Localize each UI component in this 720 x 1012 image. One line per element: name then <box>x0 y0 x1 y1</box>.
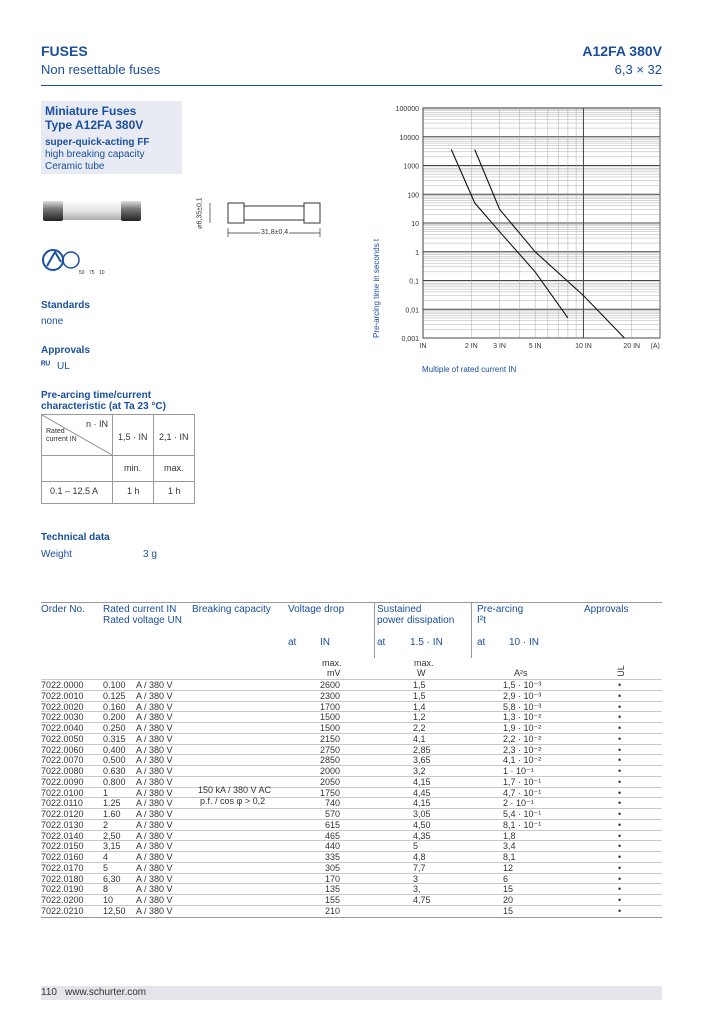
power-cell: 4,15 <box>413 776 431 787</box>
unit-ul: UL <box>615 665 626 677</box>
order-number-cell: 7022.0180 <box>41 873 84 884</box>
rated-current-cell: 3,15 <box>103 841 121 852</box>
order-number-cell: 7022.0210 <box>41 905 84 916</box>
ul-mark-icon: ᴿᵁ <box>41 360 50 371</box>
approvals-title: Approvals <box>41 345 90 356</box>
x-tick-label: 5 IN <box>528 343 542 350</box>
i2t-cell: 5,8 · 10⁻³ <box>503 701 542 712</box>
header-divider <box>41 85 662 86</box>
i2t-cell: 4,1 · 10⁻² <box>503 755 542 766</box>
rated-current-cell: 2 <box>103 819 109 830</box>
y-tick-label: 0,001 <box>401 336 419 343</box>
col-order: Order No. <box>41 604 85 615</box>
dimension-drawing <box>198 193 328 243</box>
voltage-drop-cell: 2000 <box>319 766 340 776</box>
rated-current-cell: 6,30 <box>103 873 121 884</box>
weight-label: Weight <box>41 549 72 560</box>
rated-current-cell: 12,50 <box>103 905 126 916</box>
rated-voltage-cell: A / 380 V <box>136 862 173 873</box>
product-title-line1: Miniature Fuses <box>45 104 137 118</box>
y-tick-label: 0,01 <box>405 307 419 315</box>
voltage-drop-cell: 2300 <box>319 690 340 701</box>
voltage-drop-cell: 570 <box>324 809 340 819</box>
order-number-cell: 7022.0110 <box>41 798 83 809</box>
ul-cell: • <box>618 712 622 723</box>
rated-current-cell: 0.500 <box>103 755 126 766</box>
voltage-drop-cell: 440 <box>324 841 340 852</box>
unit-max: max. <box>322 658 342 668</box>
order-number-cell: 7022.0130 <box>41 819 84 830</box>
rated-voltage-cell: A / 380 V <box>136 755 173 766</box>
page-footer <box>41 986 662 1000</box>
svg-text:75: 75 <box>89 270 95 276</box>
order-number-cell: 7022.0150 <box>41 841 84 852</box>
power-cell: 7,7 <box>413 862 426 873</box>
rated-current-cell: 1 <box>103 787 109 798</box>
power-cell: 3, <box>413 884 421 895</box>
voltage-drop-cell: 615 <box>324 819 340 830</box>
power-cell: 1,5 <box>413 690 426 701</box>
power-cell: 4,50 <box>413 819 431 830</box>
fuse-photo <box>41 199 143 223</box>
unit-max: max. <box>414 658 434 668</box>
y-tick-label: 10 <box>411 221 419 228</box>
rated-voltage-cell: A / 380 V <box>136 787 173 798</box>
order-number-cell: 7022.0060 <box>41 744 84 755</box>
i2t-cell: 20 <box>503 895 514 905</box>
fuse-photo-graphic <box>41 199 143 223</box>
cond-at: at <box>377 637 386 648</box>
ul-cell: • <box>618 905 622 916</box>
ul-cell: • <box>618 798 622 809</box>
power-cell: 4,8 <box>413 852 426 862</box>
i2t-cell: 2,9 · 10⁻³ <box>503 690 542 701</box>
col-breaking: Breaking capacity <box>192 604 271 615</box>
ul-cell: • <box>618 680 622 690</box>
ul-cell: • <box>618 862 622 873</box>
ul-cell: • <box>618 884 622 895</box>
rated-voltage-cell: A / 380 V <box>136 819 173 830</box>
ul-cell: • <box>618 787 622 798</box>
unit-mv: mV <box>327 668 341 678</box>
order-number-cell: 7022.0040 <box>41 723 84 733</box>
rated-voltage-cell: A / 380 V <box>136 776 173 787</box>
chart-svg <box>370 98 670 388</box>
i2t-cell: 1,3 · 10⁻² <box>503 712 542 723</box>
col-approvals: Approvals <box>584 604 629 615</box>
i2t-cell: 2,2 · 10⁻² <box>503 733 542 744</box>
cond-power: 1.5 · IN <box>410 637 443 648</box>
power-cell: 3,05 <box>413 809 431 819</box>
ul-cell: • <box>618 690 622 701</box>
voltage-drop-cell: 1750 <box>319 787 340 798</box>
svg-text:50: 50 <box>79 270 85 276</box>
rated-current-cell: 5 <box>103 862 109 873</box>
rated-voltage-cell: A / 380 V <box>136 873 173 884</box>
order-number-cell: 7022.0080 <box>41 766 84 776</box>
model-size: 6,3 × 32 <box>614 62 662 77</box>
ul-cell: • <box>618 723 622 733</box>
x-tick-label: (A) <box>650 343 660 350</box>
rated-voltage-cell: A / 380 V <box>136 680 173 690</box>
rated-current-cell: 0.100 <box>103 680 126 690</box>
voltage-drop-cell: 170 <box>324 873 340 884</box>
cond-at: at <box>477 637 486 648</box>
product-feature: Ceramic tube <box>45 161 105 172</box>
characteristic-title: Pre-arcing time/current <box>41 390 152 401</box>
power-cell: 4,45 <box>413 787 431 798</box>
power-cell: 1,4 <box>413 701 426 712</box>
rated-voltage-cell: A / 380 V <box>136 830 173 841</box>
order-number-cell: 7022.0190 <box>41 884 84 895</box>
ul-cell: • <box>618 766 622 776</box>
voltage-drop-cell: 305 <box>324 862 340 873</box>
rated-current-cell: 2,50 <box>103 830 121 841</box>
x-tick-label: IN <box>419 343 427 350</box>
voltage-drop-cell: 335 <box>324 852 340 862</box>
i2t-cell: 1,5 · 10⁻³ <box>503 680 542 690</box>
voltage-drop-cell: 2850 <box>319 755 340 766</box>
rated-voltage-cell: A / 380 V <box>136 723 173 733</box>
rated-current-cell: 0.125 <box>103 690 126 701</box>
rated-current-cell: 8 <box>103 884 109 895</box>
x-tick-label: 10 IN <box>575 343 592 350</box>
min-value: 1 h <box>127 486 140 496</box>
dim-diameter: ⌀6,35±0,1 <box>196 197 204 229</box>
i2t-cell: 8,1 <box>503 852 516 862</box>
x-axis-label: Multiple of rated current IN <box>422 365 517 374</box>
order-number-cell: 7022.0010 <box>41 690 84 701</box>
ul-cell: • <box>618 701 622 712</box>
voltage-drop-cell: 135 <box>324 884 340 895</box>
product-title-line2: Type A12FA 380V <box>45 118 144 132</box>
order-number-cell: 7022.0000 <box>41 680 84 690</box>
dim-length: 31,8±0,4 <box>261 229 289 236</box>
rated-voltage-cell: A / 380 V <box>136 712 173 723</box>
ul-cell: • <box>618 776 622 787</box>
footer-url[interactable]: www.schurter.com <box>65 987 147 998</box>
rated-current-cell: 0.800 <box>103 776 126 787</box>
product-feature: high breaking capacity <box>45 149 145 160</box>
power-cell: 2,2 <box>413 723 426 733</box>
cert-logo-graphic <box>41 246 111 276</box>
ul-cell: • <box>618 895 622 905</box>
section-title: FUSES <box>41 43 88 59</box>
rated-current-cell: 0.160 <box>103 701 126 712</box>
i2t-cell: 1,9 · 10⁻² <box>503 723 542 733</box>
x-tick-label: 20 IN <box>623 343 641 350</box>
col-power: Sustained <box>377 604 422 615</box>
voltage-drop-cell: 1700 <box>319 701 340 712</box>
rated-voltage-cell: A / 380 V <box>136 733 173 744</box>
product-feature: super-quick-acting FF <box>45 137 150 148</box>
rated-voltage-cell: A / 380 V <box>136 841 173 852</box>
svg-text:10: 10 <box>99 270 105 276</box>
breaking-pf: p.f. / cos φ > 0,2 <box>200 796 266 806</box>
i2t-cell: 2,3 · 10⁻² <box>503 744 542 755</box>
ul-cell: • <box>618 755 622 766</box>
order-number-cell: 7022.0020 <box>41 701 84 712</box>
i2t-cell: 1,7 · 10⁻¹ <box>503 776 542 787</box>
rated-voltage-cell: A / 380 V <box>136 798 173 809</box>
rated-voltage-cell: A / 380 V <box>136 895 173 905</box>
i2t-cell: 1 · 10⁻¹ <box>503 766 534 776</box>
rated-voltage-cell: A / 380 V <box>136 744 173 755</box>
power-cell: 3,2 <box>413 766 426 776</box>
y-tick-label: 10000 <box>399 134 419 142</box>
page-number: 110 <box>41 987 57 998</box>
power-cell: 4,1 <box>413 733 426 744</box>
ul-cell: • <box>618 841 622 852</box>
product-box <box>41 101 182 174</box>
i2t-cell: 15 <box>503 884 514 895</box>
max-value: 1 h <box>168 486 181 496</box>
technical-title: Technical data <box>41 532 110 543</box>
corner-bottom: current IN <box>46 436 77 443</box>
cond-at: at <box>288 637 297 648</box>
i2t-cell: 15 <box>503 905 514 916</box>
rated-voltage-cell: A / 380 V <box>136 884 173 895</box>
rated-current-cell: 1.25 <box>103 798 121 809</box>
y-tick-label: 100 <box>407 192 419 200</box>
standards-value: none <box>41 316 64 327</box>
ul-cell: • <box>618 744 622 755</box>
rated-current-cell: 4 <box>103 852 109 862</box>
order-number-cell: 7022.0160 <box>41 852 84 862</box>
rated-current-cell: 10 <box>103 895 114 905</box>
y-tick-label: 1 <box>415 249 419 257</box>
voltage-drop-cell: 210 <box>324 905 340 916</box>
x-tick-label: 2 IN <box>464 343 478 350</box>
i2t-cell: 5,4 · 10⁻¹ <box>503 809 542 819</box>
corner-bottom: Rated <box>46 428 65 435</box>
rated-current-cell: 0.630 <box>103 766 126 776</box>
i2t-cell: 1,8 <box>503 830 516 841</box>
i2t-cell: 2 · 10⁻¹ <box>503 798 534 809</box>
col-power-line2: power dissipation <box>377 615 455 626</box>
unit-w: W <box>417 668 426 678</box>
col-prearcing: Pre-arcing <box>477 604 524 615</box>
order-table <box>41 602 662 922</box>
rated-current-cell: 0.400 <box>103 744 126 755</box>
cond-in: IN <box>320 637 330 648</box>
power-cell: 1,5 <box>413 680 426 690</box>
voltage-drop-cell: 2150 <box>319 733 340 744</box>
y-tick-label: 100000 <box>395 106 419 113</box>
model-title: A12FA 380V <box>582 43 662 59</box>
order-number-cell: 7022.0120 <box>41 809 84 819</box>
unit-a2s: A²s <box>514 668 528 678</box>
y-axis-label: Pre-arcing time in seconds t <box>372 238 381 338</box>
ul-cell: • <box>618 852 622 862</box>
characteristic-table <box>41 414 195 504</box>
x-tick-label: 3 IN <box>493 343 506 350</box>
y-tick-label: 0,1 <box>409 278 419 286</box>
power-cell: 4,35 <box>413 830 431 841</box>
rated-voltage-cell: A / 380 V <box>136 852 173 862</box>
weight-value: 3 g <box>143 549 157 560</box>
order-number-cell: 7022.0200 <box>41 895 84 905</box>
col-rated-voltage: Rated voltage UN <box>103 615 182 626</box>
power-cell: 5 <box>413 841 419 852</box>
i2t-cell: 3,4 <box>503 841 516 852</box>
y-tick-label: 1000 <box>403 163 419 171</box>
voltage-drop-cell: 1500 <box>319 723 340 733</box>
rated-voltage-cell: A / 380 V <box>136 766 173 776</box>
i2t-cell: 12 <box>503 862 514 873</box>
order-number-cell: 7022.0030 <box>41 712 84 723</box>
characteristic-title-line2: characteristic (at Ta 23 °C) <box>41 401 166 412</box>
order-number-cell: 7022.0140 <box>41 830 84 841</box>
order-number-cell: 7022.0050 <box>41 733 84 744</box>
voltage-drop-cell: 465 <box>324 830 340 841</box>
power-cell: 4,75 <box>413 895 431 905</box>
order-number-cell: 7022.0100 <box>41 787 84 798</box>
cert-logos <box>41 246 105 276</box>
power-cell: 3,65 <box>413 755 431 766</box>
power-cell: 3 <box>413 873 419 884</box>
ul-cell: • <box>618 733 622 744</box>
cond-prearc: 10 · IN <box>509 637 540 648</box>
rated-current-cell: 0.200 <box>103 712 126 723</box>
power-cell: 2,85 <box>413 744 431 755</box>
max-label: max. <box>164 463 184 473</box>
ul-cell: • <box>618 873 622 884</box>
order-number-cell: 7022.0070 <box>41 755 84 766</box>
corner-top: n · IN <box>86 419 109 429</box>
i2t-cell: 8,1 · 10⁻¹ <box>503 819 542 830</box>
rated-current-cell: 1.60 <box>103 809 121 819</box>
rated-voltage-cell: A / 380 V <box>136 809 173 819</box>
voltage-drop-cell: 2750 <box>319 744 340 755</box>
voltage-drop-cell: 740 <box>324 798 340 809</box>
pre-arcing-chart <box>370 98 670 388</box>
power-cell: 4,15 <box>413 798 431 809</box>
table-row <box>41 905 662 917</box>
range-label: 0.1 – 12.5 A <box>50 486 99 496</box>
col-header: 1,5 · IN <box>118 432 148 442</box>
order-number-cell: 7022.0090 <box>41 776 84 787</box>
rated-voltage-cell: A / 380 V <box>136 905 173 916</box>
rated-current-cell: 0.315 <box>103 733 126 744</box>
rated-voltage-cell: A / 380 V <box>136 690 173 701</box>
ul-cell: • <box>618 819 622 830</box>
standards-title: Standards <box>41 300 90 311</box>
ul-cell: • <box>618 830 622 841</box>
i2t-cell: 6 <box>503 873 509 884</box>
col-header: 2,1 · IN <box>159 432 189 442</box>
voltage-drop-cell: 155 <box>324 895 340 905</box>
order-number-cell: 7022.0170 <box>41 862 84 873</box>
power-cell: 1,2 <box>413 712 426 723</box>
col-voltage-drop: Voltage drop <box>288 604 345 615</box>
col-rated-current: Rated current IN <box>103 604 177 615</box>
min-label: min. <box>124 463 142 473</box>
rated-current-cell: 0.250 <box>103 723 126 733</box>
rated-voltage-cell: A / 380 V <box>136 701 173 712</box>
voltage-drop-cell: 2600 <box>319 680 340 690</box>
section-subtitle: Non resettable fuses <box>41 62 161 77</box>
approvals-value: UL <box>57 361 70 372</box>
voltage-drop-cell: 1500 <box>319 712 340 723</box>
ul-cell: • <box>618 809 622 819</box>
col-prearcing-line2: I²t <box>477 615 486 626</box>
breaking-value: 150 kA / 380 V AC <box>198 785 272 795</box>
voltage-drop-cell: 2050 <box>319 776 340 787</box>
i2t-cell: 4,7 · 10⁻¹ <box>503 787 542 798</box>
